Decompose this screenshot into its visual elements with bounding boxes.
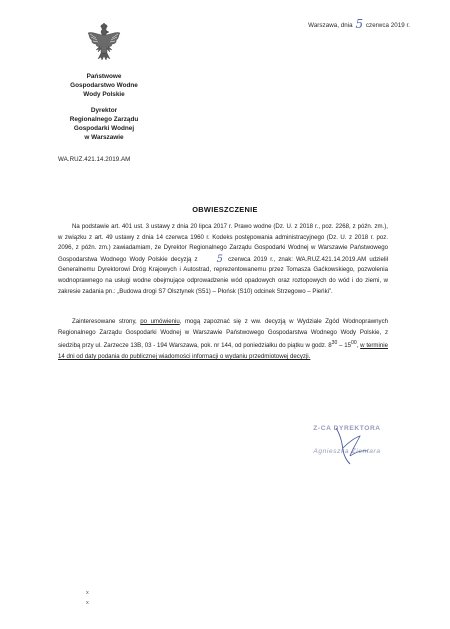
paragraph-access — [58, 317, 388, 362]
director-line: Regionalnego Zarządu — [69, 116, 139, 123]
underlined-deadline: w terminie 14 dni od daty podania do publicznej wiadomości informacji o wydaniu przedmiotowej decyzji. — [58, 342, 388, 360]
stamp-name: Agnieszka Zientara — [313, 448, 381, 455]
handwritten-signature — [316, 420, 386, 470]
paragraph2-text-a: Zainteresowane strony, — [72, 318, 137, 325]
paragraph1-text-b: czerwca 2019 r., znak: WA.RUZ.421.14.2019.AM udzielił Generalnemu Dyrektorowi Dróg Krajowych i Autostrad, reprezentowanemu przez Tomasza Gaćkowskiego, pozwolenia wodnoprawnego na usługi wodne obejmujące odprowadzenie wód opadowych oraz roztopowych do wód i do ziemi, w zakresie zadania pn.: „Budowa drogi S7 Olsztynek (S51) – Płońsk (S10) odcinek Strzegowo – Pieńki”. — [58, 255, 388, 295]
institution-line: Gospodarstwo Wodne — [70, 82, 138, 89]
institution-line: Wody Polskie — [83, 91, 125, 98]
margin-mark: x — [86, 600, 89, 606]
paragraph2-text-c: – 15 — [337, 342, 352, 350]
date-prefix: Warszawa, dnia — [308, 22, 353, 29]
reference-number: WA.RUZ.421.14.2019.AM — [58, 156, 131, 163]
director-title — [58, 106, 150, 142]
handwritten-decision-day: 5 — [216, 253, 224, 265]
polish-eagle-emblem-icon — [86, 22, 122, 62]
margin-marks — [86, 588, 89, 608]
director-line: w Warszawie — [84, 134, 124, 141]
paragraph2-text-d: , — [356, 342, 359, 350]
margin-mark: x — [86, 590, 89, 596]
institution-line: Państwowe — [86, 73, 122, 80]
director-line: Gospodarki Wodnej — [73, 125, 135, 132]
underlined-by-appointment: po umówieniu — [140, 318, 180, 325]
institution-name — [58, 72, 150, 99]
paragraph-decision — [58, 222, 388, 297]
hours-end-minutes: 00 — [351, 340, 357, 347]
paragraph1-text-a: Na podstawie art. 401 ust. 3 ustawy z dnia 20 lipca 2017 r. Prawo wodne (Dz. U. z 2018 r., poz. 2268, z późn. zm.), w związku z art. 49 ustawy z dnia 14 czerwca 1960 r. Kodeks postępowania administracyjnego (Dz. U. z 2018 r. poz. 2096, z późn. zm.) zawiadamiam, że Dyrektor Regionalnego Zarządu Gospodarki Wodnej w Warszawie Państwowego Gospodarstwa Wodnego Wody Polskie decyzją z — [58, 223, 388, 263]
handwritten-date-day: 5 — [355, 17, 364, 31]
paragraph2-text-b: , mogą zapoznać się z ww. decyzją w Wydziale Zgód Wodnoprawnych Regionalnego Zarządu Gospodarki Wodnej w Warszawie Państwowego Gospodarstwa Wodnego Wody Polskie, z siedzibą przy ul. Zarzecze 13B, 03 - 194 Warszawa, pok. nr 144, od poniedziałku do piątku w godz. 8 — [58, 318, 389, 350]
letterhead — [58, 72, 150, 149]
director-line: Dyrektor — [90, 107, 118, 114]
date-suffix: czerwca 2019 r. — [365, 22, 410, 29]
date-line — [308, 16, 410, 30]
hours-start-minutes: 30 — [331, 340, 338, 347]
document-title: OBWIESZCZENIE — [192, 205, 258, 214]
stamp-position: Z-CA DYREKTORA — [313, 425, 381, 432]
